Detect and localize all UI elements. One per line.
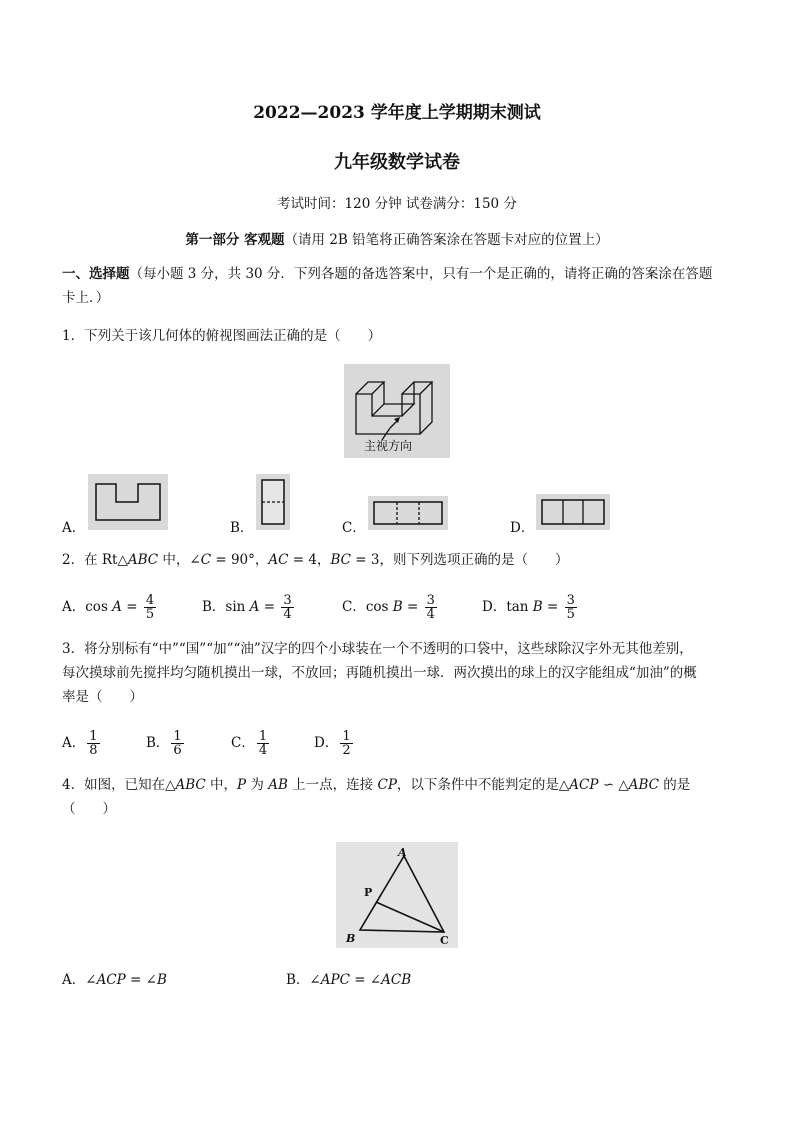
q2-option-c-label: C．cos <box>342 599 393 615</box>
vertical-rect-dashed-icon <box>256 474 290 530</box>
q2-stem <box>62 548 568 572</box>
numerator: 4 <box>145 593 155 608</box>
part-note: （请用 2B 铅笔将正确答案涂在答题卡对应的位置上） <box>284 232 609 248</box>
section1-line1 <box>62 262 712 286</box>
denominator: 8 <box>89 743 98 758</box>
q2-option-b[interactable] <box>202 592 296 622</box>
triangle-abc-drawing <box>336 842 458 948</box>
q2-stem-text: = 90°， <box>211 552 269 568</box>
equals-sign: = ∠ <box>349 972 382 988</box>
q4-triangle-figure <box>336 842 458 948</box>
q4-stem-text: 上一点，连接 <box>287 777 378 793</box>
q2-stem-text: = 4， <box>288 552 331 568</box>
denominator: 5 <box>566 607 575 622</box>
part-title: 第一部分 客观题 <box>185 232 285 248</box>
q3-stem-line2: 每次摸球前先搅拌均匀随机摸出一球，不放回；再随机摸出一球．两次摸出的球上的汉字能组成“加油”的概 <box>62 665 697 681</box>
numerator: 1 <box>173 729 182 744</box>
q4-segment-cp: CP <box>377 777 397 793</box>
q2-option-b-fraction <box>281 594 293 621</box>
q2-option-d[interactable] <box>482 592 579 622</box>
q3-option-a[interactable] <box>62 728 102 758</box>
q1-option-d-figure[interactable] <box>536 494 610 530</box>
q2-option-c-fraction <box>425 594 437 621</box>
q2-option-b-label: B．sin <box>202 599 250 615</box>
q4-option-b-label: B．∠ <box>286 972 321 988</box>
q4-stem-text: ∽ △ <box>598 777 629 793</box>
q4-option-a-right: B <box>156 972 167 988</box>
section1-heading: 一、选择题 <box>62 266 130 282</box>
denominator: 5 <box>145 607 155 622</box>
q1-option-a-figure[interactable] <box>88 474 168 530</box>
q2-option-a-var: A <box>112 599 122 615</box>
part-heading <box>0 228 794 252</box>
point-p-label: P <box>364 886 373 899</box>
q4-segment-ab: AB <box>268 777 288 793</box>
q1-option-b-label[interactable]: B． <box>230 520 254 536</box>
q2-option-b-var: A <box>249 599 260 615</box>
q3-option-d-fraction <box>340 730 352 757</box>
q2-stem-text: = 3，则下列选项正确的是（ ） <box>350 552 569 568</box>
vertex-c-label: C <box>440 934 449 947</box>
u-shape-top-view-icon <box>88 474 168 530</box>
q2-option-c[interactable] <box>342 592 439 622</box>
q3-stem-line1: 3．将分别标有“中”“国”“加”“油”汉字的四个小球装在一个不透明的口袋中，这些球除汉字外无其他差别， <box>62 641 693 657</box>
q4-point-p: P <box>237 777 247 793</box>
q3-option-c-fraction <box>257 730 269 757</box>
numerator: 3 <box>426 593 435 608</box>
denominator: 4 <box>283 607 292 622</box>
section1-note-line2: 卡上．） <box>62 290 110 306</box>
q3-option-a-label: A． <box>62 735 86 751</box>
q2-option-a-label: A．cos <box>62 599 113 615</box>
numerator: 3 <box>283 593 292 608</box>
equals-sign: = <box>542 599 563 615</box>
q3-option-b-label: B． <box>146 735 170 751</box>
q2-angle-var: C <box>200 552 212 568</box>
q3-option-b-fraction <box>171 730 183 757</box>
q4-option-a[interactable] <box>62 968 167 992</box>
equals-sign: = <box>402 599 423 615</box>
q2-option-a[interactable] <box>62 592 158 622</box>
q4-stem-text: 的是 <box>659 777 691 793</box>
q3-option-d[interactable] <box>314 728 355 758</box>
numerator: 3 <box>566 593 575 608</box>
denominator: 2 <box>342 743 351 758</box>
q4-stem-text: ，以下条件中不能判定的是△ <box>396 777 570 793</box>
q2-option-d-fraction <box>565 594 577 621</box>
q3-option-a-fraction <box>87 730 99 757</box>
u-shaped-solid-drawing <box>344 364 450 458</box>
q4-option-b[interactable] <box>286 968 411 992</box>
numerator: 1 <box>89 729 98 744</box>
section1-note-line1: （每小题 3 分，共 30 分．下列各题的备选答案中，只有一个是正确的，请将正确的答案涂在答题 <box>129 266 713 282</box>
q4-triangle-abc: ABC <box>628 777 659 793</box>
q1-option-d-label[interactable]: D． <box>510 520 535 536</box>
q1-option-c-figure[interactable] <box>368 496 448 530</box>
equals-sign: = ∠ <box>125 972 157 988</box>
denominator: 4 <box>258 743 268 758</box>
q2-side-ac: AC <box>268 552 289 568</box>
denominator: 4 <box>426 607 435 622</box>
q3-stem-line3: 率是（ ） <box>62 689 143 705</box>
q2-option-c-var: B <box>392 599 403 615</box>
vertex-b-label: B <box>346 932 356 945</box>
q2-side-bc: BC <box>330 552 351 568</box>
q4-triangle-acp: ACP <box>569 777 599 793</box>
equals-sign: = <box>259 599 280 615</box>
numerator: 1 <box>258 729 268 744</box>
q1-option-a-label[interactable]: A． <box>62 520 86 536</box>
q4-option-a-left: ACP <box>96 972 126 988</box>
q2-triangle-name: ABC <box>127 552 159 568</box>
q3-option-c[interactable] <box>231 728 271 758</box>
three-cell-solid-rect-icon <box>536 494 610 530</box>
q2-option-d-var: B <box>532 599 543 615</box>
q4-stem-text: 4．如图，已知在△ <box>62 777 176 793</box>
q3-option-d-label: D． <box>314 735 339 751</box>
q2-option-a-fraction <box>144 594 156 621</box>
exam-info: 考试时间：120 分钟 试卷满分：150 分 <box>277 196 517 212</box>
q4-stem-text: 中， <box>205 777 238 793</box>
q1-option-c-label[interactable]: C． <box>342 520 366 536</box>
vertex-a-label: A <box>398 846 407 859</box>
equals-sign: = <box>121 599 142 615</box>
q4-stem-line1 <box>62 773 690 797</box>
q2-stem-text: 2．在 Rt△ <box>62 552 128 568</box>
q4-stem-line2: （ ） <box>62 801 116 817</box>
q1-solid-figure <box>344 364 450 458</box>
q3-option-c-label: C． <box>231 735 255 751</box>
exam-title: 2022—2023 学年度上学期期末测试 <box>253 103 541 123</box>
three-cell-dashed-rect-icon <box>368 496 448 530</box>
q4-stem-text: 为 <box>246 777 269 793</box>
q4-option-b-right: ACB <box>381 972 412 988</box>
q1-stem: 1．下列关于该几何体的俯视图画法正确的是（ ） <box>62 328 382 344</box>
denominator: 6 <box>173 743 182 758</box>
q3-option-b[interactable] <box>146 728 186 758</box>
q1-option-b-figure[interactable] <box>256 474 290 530</box>
q4-triangle-name: ABC <box>175 777 206 793</box>
numerator: 1 <box>342 729 351 744</box>
q2-option-d-label: D．tan <box>482 599 533 615</box>
q2-stem-text: 中，∠ <box>158 552 201 568</box>
exam-subtitle: 九年级数学试卷 <box>334 152 460 173</box>
q1-figure-caption: 主视方向 <box>364 439 413 453</box>
q4-option-b-left: APC <box>320 972 350 988</box>
q4-option-a-label: A．∠ <box>62 972 97 988</box>
